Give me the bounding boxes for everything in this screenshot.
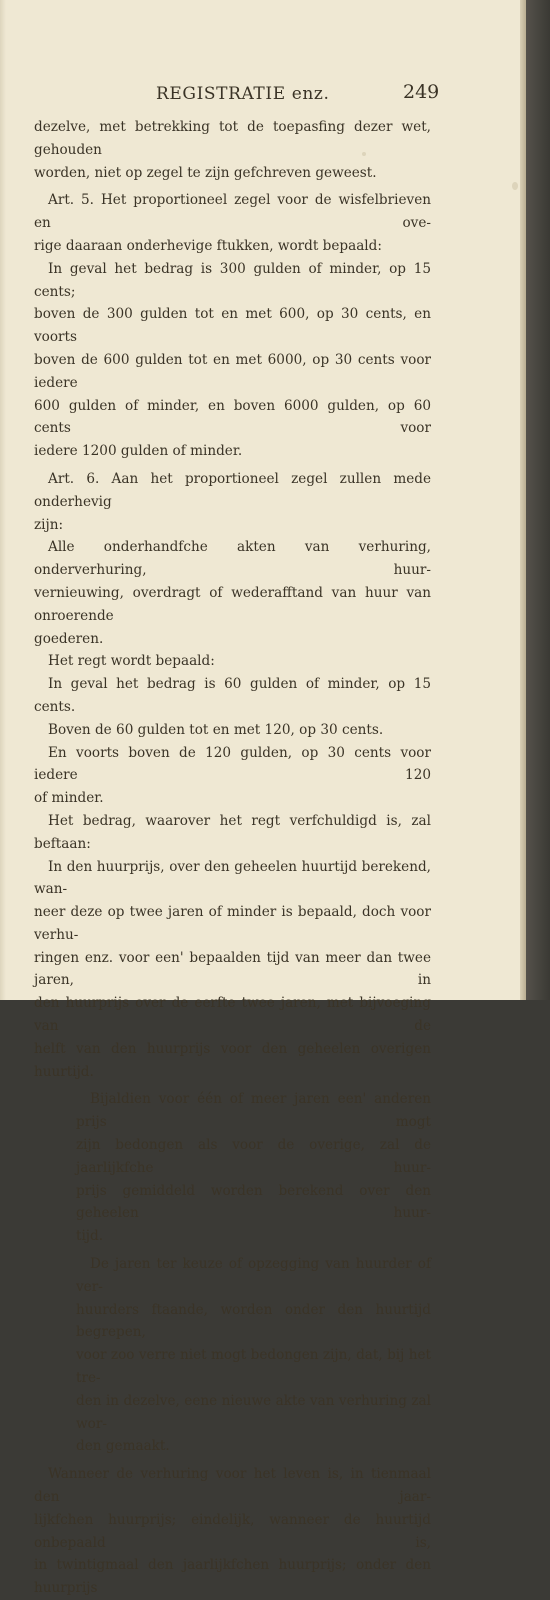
- text-line: iedere 1200 gulden of minder.: [34, 443, 243, 460]
- text-line: Art. 6. Aan het proportioneel zegel zullen mede onderhevig: [34, 470, 431, 510]
- paper-stain: [512, 182, 518, 190]
- text-line: Het regt wordt bepaald:: [48, 653, 215, 670]
- running-title: REGISTRATIE enz.: [156, 84, 330, 104]
- text-line: voor zoo verre niet mogt bedongen zijn, dat, bij het tre-: [76, 1347, 431, 1387]
- text-line: prijs gemiddeld worden berekend over den geheelen huur-: [76, 1182, 431, 1222]
- text-line: Bijaldien voor één of meer jaren een' anderen prijs mogt: [76, 1091, 431, 1131]
- text-line: Wanneer de verhuring voor het leven is, in tienmaal den jaar-: [34, 1466, 431, 1506]
- text-line: zijn bedongen als voor de overige, zal de jaarlijkfche huur-: [76, 1137, 431, 1176]
- text-line: Boven de 60 gulden tot en met 120, op 30 cents.: [48, 721, 384, 738]
- text-line: De jaren ter keuze of opzegging van huurder of ver-: [76, 1256, 431, 1295]
- text-line: vernieuwing, overdragt of wederafftand van huur van onroerende: [34, 584, 431, 624]
- text-line: Art. 5. Het proportioneel zegel voor de wisfelbrieven en ove-: [34, 192, 431, 232]
- text-line: zijn:: [34, 516, 64, 533]
- text-line: den huurprijs over de eerfte twee jaren, met bijvoeging van de: [34, 995, 431, 1035]
- text-line: En voorts boven de 120 gulden, op 30 cents voor iedere 120: [34, 744, 431, 784]
- text-line: neer deze op twee jaren of minder is bepaald, doch voor verhu-: [34, 904, 431, 943]
- text-line: tijd.: [76, 1228, 104, 1245]
- text-line: In geval het bedrag is 300 gulden of minder, op 15 cents;: [34, 260, 431, 300]
- text-line: boven de 600 gulden tot en met 6000, op 30 cents voor iedere: [34, 351, 431, 391]
- text-line: Het bedrag, waarover het regt verfchuldigd is, zal beftaan:: [34, 812, 431, 852]
- text-line: in twintigmaal den jaarlijkfchen huurprijs; onder den huurprijs: [34, 1557, 431, 1597]
- text-line: Alle onderhandfche akten van verhuring, onderverhuring, huur-: [34, 539, 431, 579]
- text-line: helft van den huurprijs voor den geheelen overigen huurtijd.: [34, 1040, 431, 1080]
- text-line: ringen enz. voor een' bepaalden tijd van meer dan twee jaren, in: [34, 949, 431, 989]
- text-line: 600 gulden of minder, en boven 6000 gulden, op 60 cents voor: [34, 397, 431, 437]
- body-text: [34, 116, 431, 1600]
- text-line: dezelve, met betrekking tot de toepasfing dezer wet, gehouden: [34, 119, 431, 158]
- text-line: huurders ftaande, worden onder den huurtijd begrepen,: [76, 1301, 431, 1341]
- text-line: den gemaakt.: [76, 1438, 170, 1455]
- text-line: lijkfchen huurprijs; eindelijk, wanneer de huurtijd onbepaald is,: [34, 1511, 431, 1551]
- text-line: boven de 300 gulden tot en met 600, op 30 cents, en voorts: [34, 306, 431, 346]
- background-edge: [526, 0, 550, 1000]
- text-line: goederen.: [34, 630, 104, 647]
- page-number: 249: [403, 81, 440, 103]
- text-line: In geval het bedrag is 60 gulden of minder, op 15 cents.: [34, 676, 431, 715]
- page-gutter: [0, 0, 6, 1000]
- text-line: worden, niet op zegel te zijn gefchreven geweest.: [34, 164, 377, 181]
- text-line: rige daaraan onderhevige ftukken, wordt bepaald:: [34, 237, 382, 254]
- text-line: of minder.: [34, 790, 104, 807]
- text-line: den in dezelve, eene nieuwe akte van verhuring zal wor-: [76, 1392, 431, 1432]
- text-line: In den huurprijs, over den geheelen huurtijd berekend, wan-: [34, 858, 431, 898]
